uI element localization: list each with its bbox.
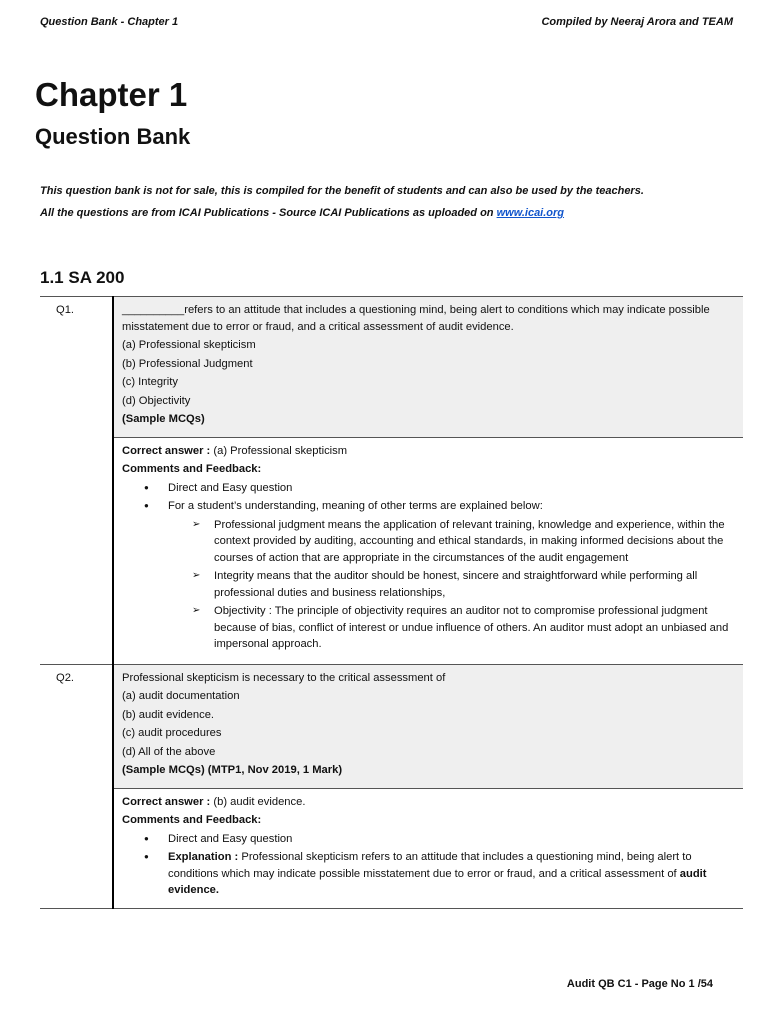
sub-comment-item: ➢ Objectivity : The principle of objectivity requires an auditor not to compromise professional judgment because of bias, conflict of interest or undue influence of others. An auditor must adopt an unbiased and impersonal approach. <box>214 603 735 653</box>
option-a: (a) Professional skepticism <box>122 339 256 351</box>
comment-list <box>122 831 735 899</box>
answer-label: Correct answer : <box>122 444 211 457</box>
explanation-text: Professional skepticism refers to an attitude that includes a questioning mind, being alert to conditions which may indicate possible misstatement due to error or fraud, and a critical assessment of <box>168 851 692 880</box>
answer-row <box>40 437 743 664</box>
question-table <box>40 296 743 909</box>
option-d: (d) All of the above <box>122 745 216 758</box>
chapter-subtitle: Question Bank <box>35 124 191 149</box>
notice-block <box>40 180 750 224</box>
question-cell <box>113 664 743 788</box>
question-number: Q2. <box>40 664 113 908</box>
sub-comment-item: ➢ Professional judgment means the application of relevant training, knowledge and experience, within the context provided by auditing, accounting and ethical standards, in making informed decisions about the courses of action that are appropriate in the circumstances of the audit engagement <box>214 517 735 567</box>
comments-label: Comments and Feedback: <box>122 463 262 475</box>
option-d: (d) Objectivity <box>122 394 191 407</box>
question-stem: __________refers to an attitude that includes a questioning mind, being alert to conditions which may indicate possible misstatement due to error or fraud, and a critical assessment of audit evidence. <box>122 304 710 333</box>
answer-cell <box>113 788 743 908</box>
answer-text: (b) audit evidence. <box>210 795 306 808</box>
notice-line-2-text: All the questions are from ICAI Publications - Source ICAI Publications as uploaded on <box>40 207 497 219</box>
page-footer: Audit QB C1 - Page No 1 /54 <box>566 978 713 990</box>
option-b: (b) Professional Judgment <box>122 357 253 370</box>
comment-list <box>122 480 735 653</box>
comment-item-text: ● For a student’s understanding, meaning of other terms are explained below: <box>168 500 543 512</box>
explanation-bold: audit evidence. <box>168 867 707 896</box>
answer-label: Correct answer : <box>122 795 211 808</box>
answer-row <box>40 788 743 908</box>
answer-cell <box>113 437 743 664</box>
option-c: (c) Integrity <box>122 376 178 388</box>
sub-comment-item: ➢ Integrity means that the auditor should be honest, sincere and straightforward while performing all professional duties and business relationships, <box>214 568 735 601</box>
running-header-left: Question Bank - Chapter 1 <box>40 16 179 28</box>
question-number: Q1. <box>40 297 113 665</box>
running-header-right: Compiled by Neeraj Arora and TEAM <box>541 16 733 28</box>
question-source: (Sample MCQs) (MTP1, Nov 2019, 1 Mark) <box>122 764 343 776</box>
answer-text: (a) Professional skepticism <box>210 444 348 457</box>
icai-link[interactable]: www.icai.org <box>496 207 565 219</box>
question-stem: Professional skepticism is necessary to the critical assessment of <box>122 671 446 684</box>
correct-answer <box>122 443 735 460</box>
question-source: (Sample MCQs) <box>122 413 205 425</box>
option-b: (b) audit evidence. <box>122 708 215 721</box>
notice-line-2 <box>40 202 750 224</box>
sub-comment-list <box>168 517 735 653</box>
comment-item <box>168 498 735 653</box>
option-c: (c) audit procedures <box>122 727 222 739</box>
correct-answer <box>122 794 735 811</box>
comment-item <box>168 849 735 899</box>
comment-item: ● Direct and Easy question <box>168 831 735 848</box>
question-cell <box>113 297 743 438</box>
question-row <box>40 297 743 438</box>
question-row <box>40 664 743 788</box>
option-a: (a) audit documentation <box>122 690 240 702</box>
explanation-label: Explanation : <box>168 851 239 863</box>
notice-line-1: This question bank is not for sale, this is compiled for the benefit of students and can also be used by the teachers. <box>40 185 644 197</box>
comment-item: ● Direct and Easy question <box>168 480 735 497</box>
section-title: 1.1 SA 200 <box>40 268 125 287</box>
comments-label: Comments and Feedback: <box>122 814 262 826</box>
chapter-title: Chapter 1 <box>35 76 188 113</box>
